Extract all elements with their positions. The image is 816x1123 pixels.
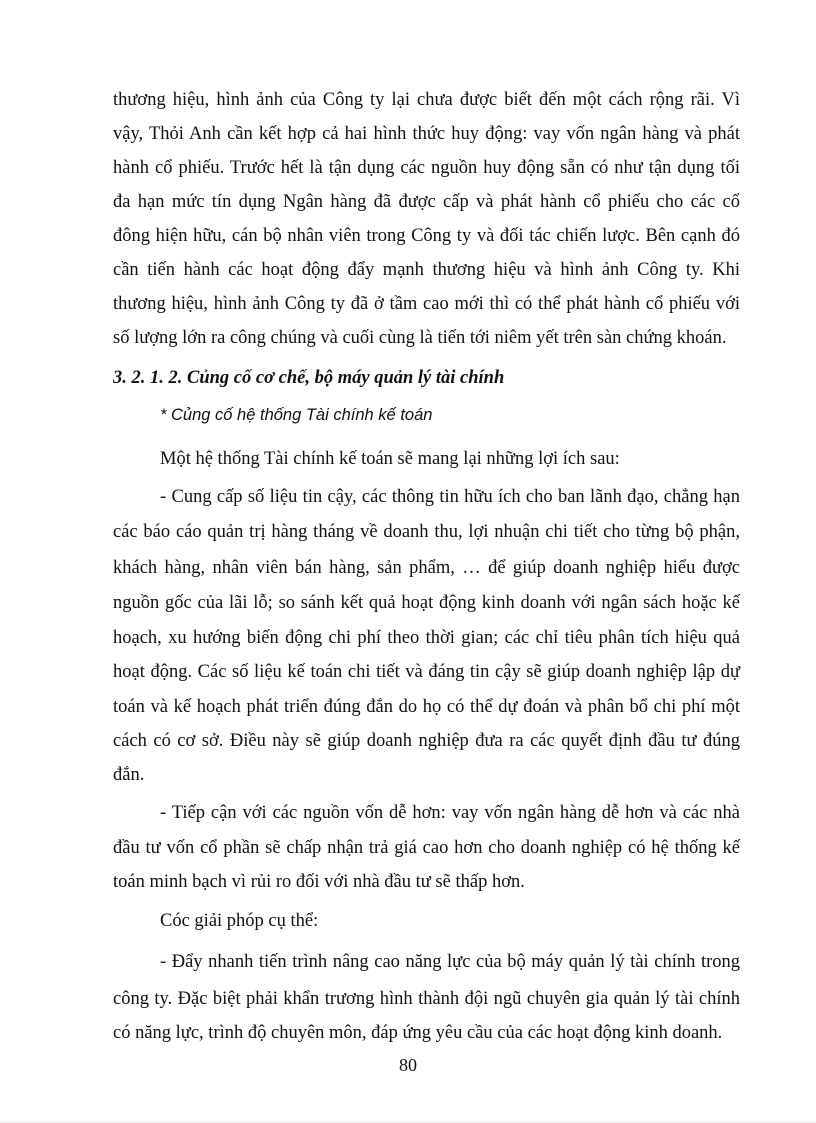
benefit-text-line: cách có cơ sở. Điều này sẽ giúp doanh nghiệp đưa ra các quyết định đầu tư đúng [113, 731, 740, 751]
page-number: 80 [399, 1055, 417, 1075]
body-text-line: hành cổ phiếu. Trước hết là tận dụng các nguồn huy động sẵn có như tận dụng tối [113, 158, 740, 178]
solution-text-line: có năng lực, trình độ chuyên môn, đáp ứng yêu cầu của các hoạt động kinh doanh. [113, 1023, 723, 1043]
benefit-text-line: đắn. [113, 765, 145, 785]
benefit-text-line: hoạch, xu hướng biến động chi phí theo thời gian; các chỉ tiêu phân tích hiệu quả [113, 628, 740, 648]
benefit-text-line: các báo cáo quản trị hàng tháng về doanh thu, lợi nhuận chi tiết cho từng bộ phận, [113, 522, 740, 542]
body-text-line: thương hiệu, hình ảnh Công ty đã ở tầm cao mới thì có thể phát hành cổ phiếu với [113, 294, 740, 314]
solutions-heading: Cóc giải phóp cụ thể: [160, 911, 319, 931]
benefit-text-line: hoạt động. Các số liệu kế toán chi tiết và đáng tin cậy sẽ giúp doanh nghiệp lập dự [113, 662, 740, 682]
subsection-heading: * Củng cố hệ thống Tài chính kế toán [160, 406, 433, 424]
body-text-line: đông hiện hữu, cán bộ nhân viên trong Công ty và đối tác chiến lược. Bên cạnh đó [113, 226, 740, 246]
benefit-text-line: - Cung cấp số liệu tin cậy, các thông tin hữu ích cho ban lãnh đạo, chẳng hạn [160, 487, 740, 507]
body-text-line: vậy, Thỏi Anh cần kết hợp cả hai hình thức huy động: vay vốn ngân hàng và phát [113, 124, 740, 144]
benefit-text-line: nguồn gốc của lãi lỗ; so sánh kết quả hoạt động kinh doanh với ngân sách hoặc kế [113, 593, 740, 613]
benefit-text-line: toán và kế hoạch phát triển đúng đắn do họ có thể dự đoán và phân bổ chi phí một [113, 697, 740, 717]
body-text-line: thương hiệu, hình ảnh của Công ty lại chưa được biết đến một cách rộng rãi. Vì [113, 90, 740, 110]
benefit-text-line: toán minh bạch vì rủi ro đối với nhà đầu tư sẽ thấp hơn. [113, 872, 525, 892]
benefit-text-line: khách hàng, nhân viên bán hàng, sản phẩm, … để giúp doanh nghiệp hiểu được [113, 558, 740, 578]
body-text-line: cần tiến hành các hoạt động đẩy mạnh thương hiệu và hình ảnh Công ty. Khi [113, 260, 740, 280]
section-heading: 3. 2. 1. 2. Củng cố cơ chế, bộ máy quản lý tài chính [113, 368, 505, 388]
intro-text: Một hệ thống Tài chính kế toán sẽ mang lại những lợi ích sau: [160, 449, 620, 469]
solution-text-line: công ty. Đặc biệt phải khẩn trương hình thành đội ngũ chuyên gia quản lý tài chính [113, 989, 740, 1009]
body-text-line: số lượng lớn ra công chúng và cuối cùng là tiến tới niêm yết trên sàn chứng khoán. [113, 328, 727, 348]
body-text-line: đa hạn mức tín dụng Ngân hàng đã được cấp và phát hành cổ phiếu cho các cổ [113, 192, 740, 212]
benefit-text-line: - Tiếp cận với các nguồn vốn dễ hơn: vay vốn ngân hàng dễ hơn và các nhà [160, 803, 740, 823]
benefit-text-line: đầu tư vốn cổ phần sẽ chấp nhận trả giá cao hơn cho doanh nghiệp có hệ thống kế [113, 838, 740, 858]
solution-text-line: - Đẩy nhanh tiến trình nâng cao năng lực của bộ máy quản lý tài chính trong [160, 952, 740, 972]
